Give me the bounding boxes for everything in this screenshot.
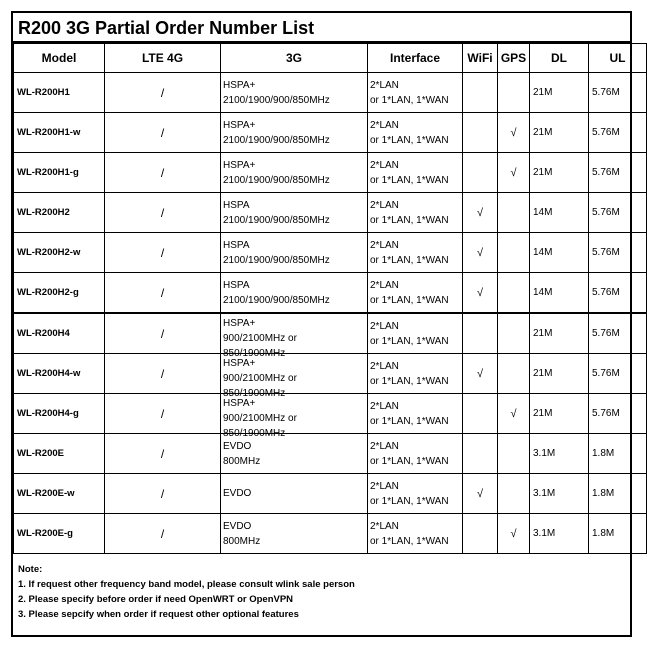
page-title: R200 3G Partial Order Number List bbox=[13, 13, 630, 43]
3g-cell bbox=[221, 73, 368, 113]
lte-cell: / bbox=[105, 273, 221, 314]
wifi-check: √ bbox=[463, 354, 498, 394]
dl-cell: 3.1M bbox=[530, 514, 589, 554]
interface-line: or 1*LAN, 1*WAN bbox=[370, 94, 449, 106]
note-item: 1. If request other frequency band model, please consult wlink sale person bbox=[18, 579, 355, 590]
lte-cell: / bbox=[105, 434, 221, 474]
interface-line: or 1*LAN, 1*WAN bbox=[370, 455, 449, 467]
3g-line: HSPA+ bbox=[223, 79, 256, 91]
3g-line: 900/2100MHz or bbox=[223, 372, 297, 384]
3g-lines bbox=[223, 198, 367, 228]
3g-lines bbox=[223, 486, 367, 501]
interface-line: 2*LAN bbox=[370, 480, 399, 492]
wifi-check bbox=[463, 514, 498, 554]
gps-check bbox=[498, 474, 530, 514]
interface-line: 2*LAN bbox=[370, 400, 399, 412]
3g-cell bbox=[221, 273, 368, 314]
dl-cell: 21M bbox=[530, 394, 589, 434]
gps-check bbox=[498, 434, 530, 474]
interface-line: or 1*LAN, 1*WAN bbox=[370, 174, 449, 186]
model-cell: WL-R200H2-g bbox=[14, 273, 105, 314]
interface-cell bbox=[368, 233, 463, 273]
3g-line: EVDO bbox=[223, 520, 252, 532]
ul-cell: 1.8M bbox=[589, 514, 647, 554]
wifi-check bbox=[463, 394, 498, 434]
3g-line: 800MHz bbox=[223, 455, 261, 467]
3g-line: 2100/1900/900/850MHz bbox=[223, 94, 330, 106]
wifi-check bbox=[463, 153, 498, 193]
3g-line: HSPA+ bbox=[223, 317, 256, 329]
interface-cell bbox=[368, 313, 463, 354]
interface-line: 2*LAN bbox=[370, 159, 399, 171]
3g-lines bbox=[223, 316, 367, 359]
interface-line: 2*LAN bbox=[370, 440, 399, 452]
3g-lines bbox=[223, 278, 367, 308]
3g-line: HSPA+ bbox=[223, 119, 256, 131]
note-item: 2. Please specify before order if need OpenWRT or OpenVPN bbox=[18, 594, 294, 605]
wifi-check: √ bbox=[463, 474, 498, 514]
wifi-check: √ bbox=[463, 273, 498, 314]
3g-cell bbox=[221, 434, 368, 474]
dl-cell: 21M bbox=[530, 113, 589, 153]
3g-cell bbox=[221, 113, 368, 153]
interface-cell bbox=[368, 514, 463, 554]
dl-cell: 21M bbox=[530, 354, 589, 394]
3g-lines bbox=[223, 396, 367, 439]
3g-line: EVDO bbox=[223, 440, 252, 452]
3g-line: 850/1900MHz bbox=[223, 387, 286, 399]
ul-cell: 5.76M bbox=[589, 113, 647, 153]
3g-line: 2100/1900/900/850MHz bbox=[223, 294, 330, 306]
interface-line: or 1*LAN, 1*WAN bbox=[370, 535, 449, 547]
model-cell: WL-R200H4-g bbox=[14, 394, 105, 434]
3g-lines bbox=[223, 78, 367, 108]
model-cell: WL-R200H4-w bbox=[14, 354, 105, 394]
3g-line: 2100/1900/900/850MHz bbox=[223, 254, 330, 266]
3g-line: 850/1900MHz bbox=[223, 347, 286, 359]
3g-line: HSPA bbox=[223, 199, 250, 211]
wifi-check: √ bbox=[463, 193, 498, 233]
ul-cell: 5.76M bbox=[589, 273, 647, 314]
lte-cell: / bbox=[105, 193, 221, 233]
header-ul: UL bbox=[589, 44, 647, 73]
3g-line: HSPA bbox=[223, 279, 250, 291]
notes bbox=[13, 554, 630, 622]
3g-line: EVDO bbox=[223, 488, 252, 499]
interface-line: 2*LAN bbox=[370, 279, 399, 291]
table-row bbox=[14, 273, 647, 314]
interface-line: or 1*LAN, 1*WAN bbox=[370, 294, 449, 306]
3g-cell bbox=[221, 313, 368, 359]
interface-line: or 1*LAN, 1*WAN bbox=[370, 335, 449, 347]
gps-check bbox=[498, 273, 530, 314]
interface-line: or 1*LAN, 1*WAN bbox=[370, 134, 449, 146]
wifi-check bbox=[463, 73, 498, 113]
interface-line: 2*LAN bbox=[370, 360, 399, 372]
model-cell: WL-R200H1-w bbox=[14, 113, 105, 153]
3g-cell bbox=[221, 193, 368, 233]
header-3g: 3G bbox=[221, 44, 368, 73]
gps-check: √ bbox=[498, 394, 530, 434]
header-dl: DL bbox=[530, 44, 589, 73]
3g-line: 850/1900MHz bbox=[223, 427, 286, 439]
lte-cell: / bbox=[105, 514, 221, 554]
wifi-check bbox=[463, 113, 498, 153]
interface-cell bbox=[368, 73, 463, 113]
3g-cell bbox=[221, 153, 368, 193]
3g-cell bbox=[221, 233, 368, 273]
wifi-check: √ bbox=[463, 233, 498, 273]
interface-cell bbox=[368, 273, 463, 314]
model-cell: WL-R200E-w bbox=[14, 474, 105, 514]
model-cell: WL-R200E bbox=[14, 434, 105, 474]
3g-lines bbox=[223, 519, 367, 549]
interface-cell bbox=[368, 153, 463, 193]
table-row bbox=[14, 514, 647, 554]
interface-line: or 1*LAN, 1*WAN bbox=[370, 495, 449, 507]
3g-lines bbox=[223, 356, 367, 399]
interface-cell bbox=[368, 113, 463, 153]
interface-line: or 1*LAN, 1*WAN bbox=[370, 254, 449, 266]
table-row bbox=[14, 434, 647, 474]
lte-cell: / bbox=[105, 73, 221, 113]
lte-cell: / bbox=[105, 474, 221, 514]
3g-lines bbox=[223, 118, 367, 148]
interface-cell bbox=[368, 354, 463, 394]
interface-cell bbox=[368, 474, 463, 514]
lte-cell: / bbox=[105, 313, 221, 354]
interface-cell bbox=[368, 394, 463, 434]
model-cell: WL-R200H1 bbox=[14, 73, 105, 113]
gps-check: √ bbox=[498, 113, 530, 153]
lte-cell: / bbox=[105, 354, 221, 394]
note-item: 3. Please sepcify when order if request other optional features bbox=[18, 609, 299, 620]
3g-lines bbox=[223, 238, 367, 268]
dl-cell: 3.1M bbox=[530, 474, 589, 514]
gps-check: √ bbox=[498, 514, 530, 554]
header-wifi: WiFi bbox=[463, 44, 498, 73]
gps-check bbox=[498, 354, 530, 394]
notes-heading: Note: bbox=[18, 564, 43, 575]
table-row bbox=[14, 394, 647, 434]
3g-line: 900/2100MHz or bbox=[223, 332, 297, 344]
3g-line: HSPA+ bbox=[223, 159, 256, 171]
gps-check bbox=[498, 233, 530, 273]
3g-line: 800MHz bbox=[223, 535, 261, 547]
model-cell: WL-R200H2-w bbox=[14, 233, 105, 273]
3g-line: 2100/1900/900/850MHz bbox=[223, 174, 330, 186]
header-lte: LTE 4G bbox=[105, 44, 221, 73]
3g-cell bbox=[221, 474, 368, 514]
gps-check bbox=[498, 313, 530, 354]
table-row bbox=[14, 153, 647, 193]
interface-line: 2*LAN bbox=[370, 119, 399, 131]
lte-cell: / bbox=[105, 233, 221, 273]
interface-line: or 1*LAN, 1*WAN bbox=[370, 214, 449, 226]
lte-cell: / bbox=[105, 113, 221, 153]
table-row bbox=[14, 474, 647, 514]
3g-line: HSPA bbox=[223, 239, 250, 251]
interface-cell bbox=[368, 193, 463, 233]
header-gps: GPS bbox=[498, 44, 530, 73]
interface-line: 2*LAN bbox=[370, 79, 399, 91]
3g-line: 2100/1900/900/850MHz bbox=[223, 214, 330, 226]
gps-check: √ bbox=[498, 153, 530, 193]
table-row bbox=[14, 113, 647, 153]
ul-cell: 5.76M bbox=[589, 73, 647, 113]
lte-cell: / bbox=[105, 394, 221, 434]
3g-lines bbox=[223, 439, 367, 469]
model-cell: WL-R200H1-g bbox=[14, 153, 105, 193]
interface-line: 2*LAN bbox=[370, 239, 399, 251]
3g-line: HSPA+ bbox=[223, 357, 256, 369]
3g-line: 900/2100MHz or bbox=[223, 412, 297, 424]
3g-cell bbox=[221, 394, 368, 439]
model-cell: WL-R200H4 bbox=[14, 313, 105, 354]
interface-cell bbox=[368, 434, 463, 474]
interface-line: or 1*LAN, 1*WAN bbox=[370, 415, 449, 427]
ul-cell: 1.8M bbox=[589, 434, 647, 474]
interface-line: or 1*LAN, 1*WAN bbox=[370, 375, 449, 387]
interface-line: 2*LAN bbox=[370, 520, 399, 532]
table-row bbox=[14, 354, 647, 394]
header-interface: Interface bbox=[368, 44, 463, 73]
gps-check bbox=[498, 73, 530, 113]
wifi-check bbox=[463, 313, 498, 354]
dl-cell: 3.1M bbox=[530, 434, 589, 474]
wifi-check bbox=[463, 434, 498, 474]
table-row bbox=[14, 233, 647, 273]
interface-line: 2*LAN bbox=[370, 199, 399, 211]
3g-line: 2100/1900/900/850MHz bbox=[223, 134, 330, 146]
dl-cell: 21M bbox=[530, 313, 589, 354]
table-row bbox=[14, 73, 647, 113]
gps-check bbox=[498, 193, 530, 233]
model-cell: WL-R200E-g bbox=[14, 514, 105, 554]
dl-cell: 14M bbox=[530, 273, 589, 314]
table-row bbox=[14, 193, 647, 233]
header-model: Model bbox=[14, 44, 105, 73]
order-list-sheet bbox=[11, 11, 632, 637]
ul-cell: 5.76M bbox=[589, 153, 647, 193]
dl-cell: 21M bbox=[530, 153, 589, 193]
ul-cell: 5.76M bbox=[589, 394, 647, 434]
lte-cell: / bbox=[105, 153, 221, 193]
header-row bbox=[14, 44, 647, 73]
model-cell: WL-R200H2 bbox=[14, 193, 105, 233]
dl-cell: 14M bbox=[530, 193, 589, 233]
ul-cell: 5.76M bbox=[589, 354, 647, 394]
table-body bbox=[14, 73, 647, 554]
ul-cell: 5.76M bbox=[589, 313, 647, 354]
ul-cell: 1.8M bbox=[589, 474, 647, 514]
3g-cell bbox=[221, 354, 368, 399]
dl-cell: 21M bbox=[530, 73, 589, 113]
3g-line: HSPA+ bbox=[223, 397, 256, 409]
dl-cell: 14M bbox=[530, 233, 589, 273]
table-row bbox=[14, 313, 647, 354]
3g-lines bbox=[223, 158, 367, 188]
interface-line: 2*LAN bbox=[370, 320, 399, 332]
ul-cell: 5.76M bbox=[589, 193, 647, 233]
order-table bbox=[13, 43, 647, 554]
ul-cell: 5.76M bbox=[589, 233, 647, 273]
3g-cell bbox=[221, 514, 368, 554]
